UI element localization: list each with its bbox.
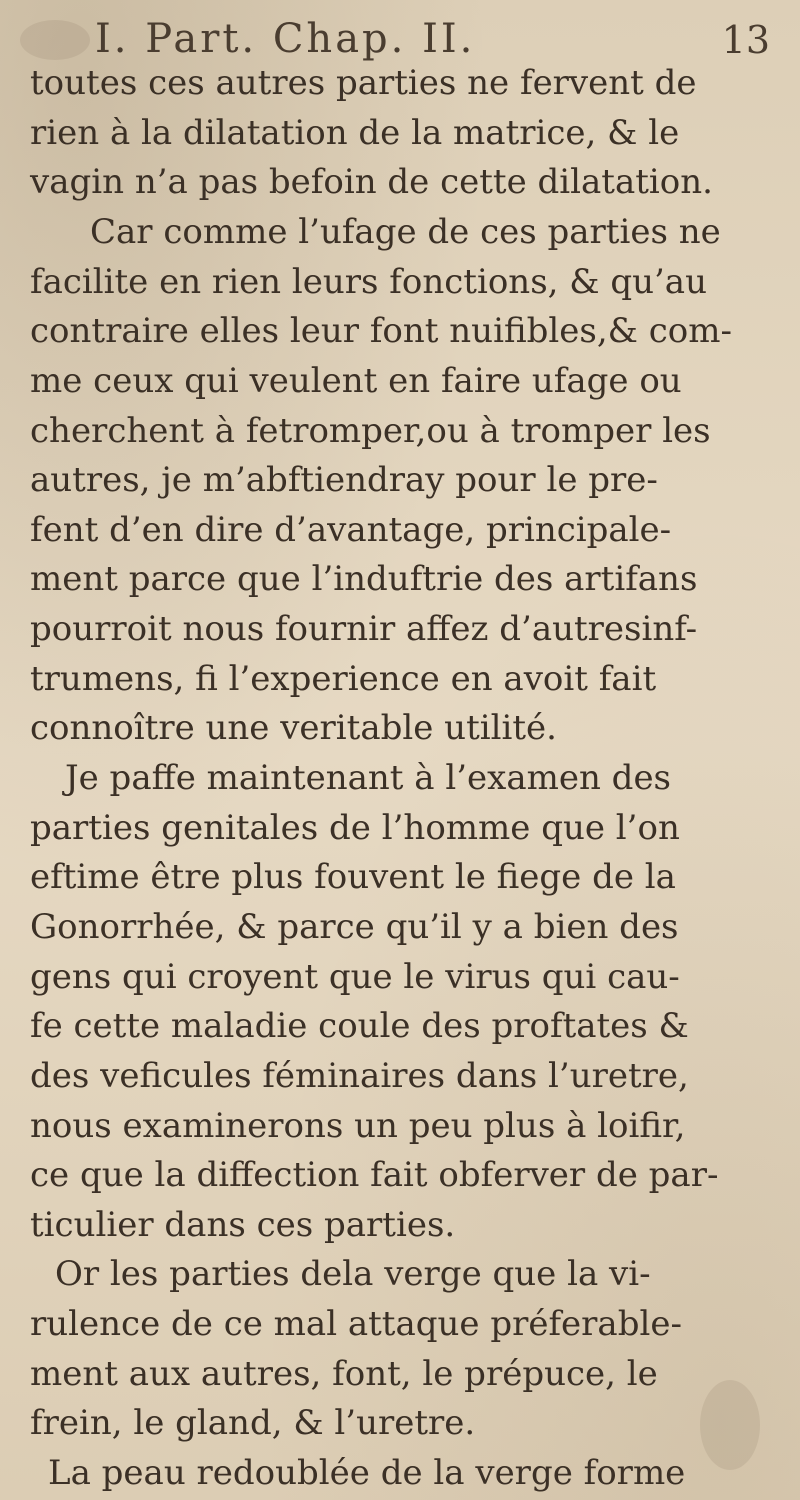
text-line: rien à la dilatation de la matrice, & le bbox=[30, 113, 680, 153]
text-line: Gonorrhée, & parce qu’il y a bien des bbox=[30, 907, 679, 947]
text-line: ment parce que l’induftrie des artifans bbox=[30, 559, 698, 599]
text-line: autres, je m’abftiendray pour le pre- bbox=[30, 460, 658, 500]
text-line: La peau redoublée de la verge forme bbox=[48, 1453, 686, 1493]
text-line: gens qui croyent que le virus qui cau- bbox=[30, 957, 680, 997]
text-line: fe cette maladie coule des proftates & bbox=[30, 1006, 689, 1046]
text-line: toutes ces autres parties ne fervent de bbox=[30, 63, 697, 103]
text-line: des veficules féminaires dans l’uretre, bbox=[30, 1056, 689, 1096]
text-line: eftime être plus fouvent le fiege de la bbox=[30, 857, 676, 897]
text-line: frein, le gland, & l’uretre. bbox=[30, 1403, 476, 1443]
text-line: nous examinerons un peu plus à loifir, bbox=[30, 1106, 686, 1146]
text-line: pourroit nous fournir affez d’autresinf- bbox=[30, 609, 698, 649]
page-number: 13 bbox=[721, 18, 770, 62]
text-line: Or les parties dela verge que la vi- bbox=[55, 1254, 651, 1294]
text-line: Je paffe maintenant à l’examen des bbox=[65, 758, 672, 798]
text-line: cherchent à fetromper,ou à tromper les bbox=[30, 411, 711, 451]
text-line: parties genitales de l’homme que l’on bbox=[30, 808, 680, 848]
text-line: rulence de ce mal attaque préferable- bbox=[30, 1304, 682, 1344]
text-line: connoître une veritable utilité. bbox=[30, 708, 557, 748]
running-head-title: I. Part. Chap. II. bbox=[95, 16, 476, 62]
text-line: Car comme l’ufage de ces parties ne bbox=[90, 212, 721, 252]
text-line: ce que la diffection fait obferver de par- bbox=[30, 1155, 719, 1195]
text-line: contraire elles leur font nuifibles,& com- bbox=[30, 311, 732, 351]
text-line: fent d’en dire d’avantage, principale- bbox=[30, 510, 672, 550]
paper-stain bbox=[700, 1380, 760, 1470]
text-line: trumens, fi l’experience en avoit fait bbox=[30, 659, 657, 699]
text-line: me ceux qui veulent en faire ufage ou bbox=[30, 361, 682, 401]
text-line: vagin n’a pas befoin de cette dilatation. bbox=[30, 162, 713, 202]
text-line: facilite en rien leurs fonctions, & qu’au bbox=[30, 262, 707, 302]
text-line: ment aux autres, font, le prépuce, le bbox=[30, 1354, 658, 1394]
text-line: ticulier dans ces parties. bbox=[30, 1205, 456, 1245]
